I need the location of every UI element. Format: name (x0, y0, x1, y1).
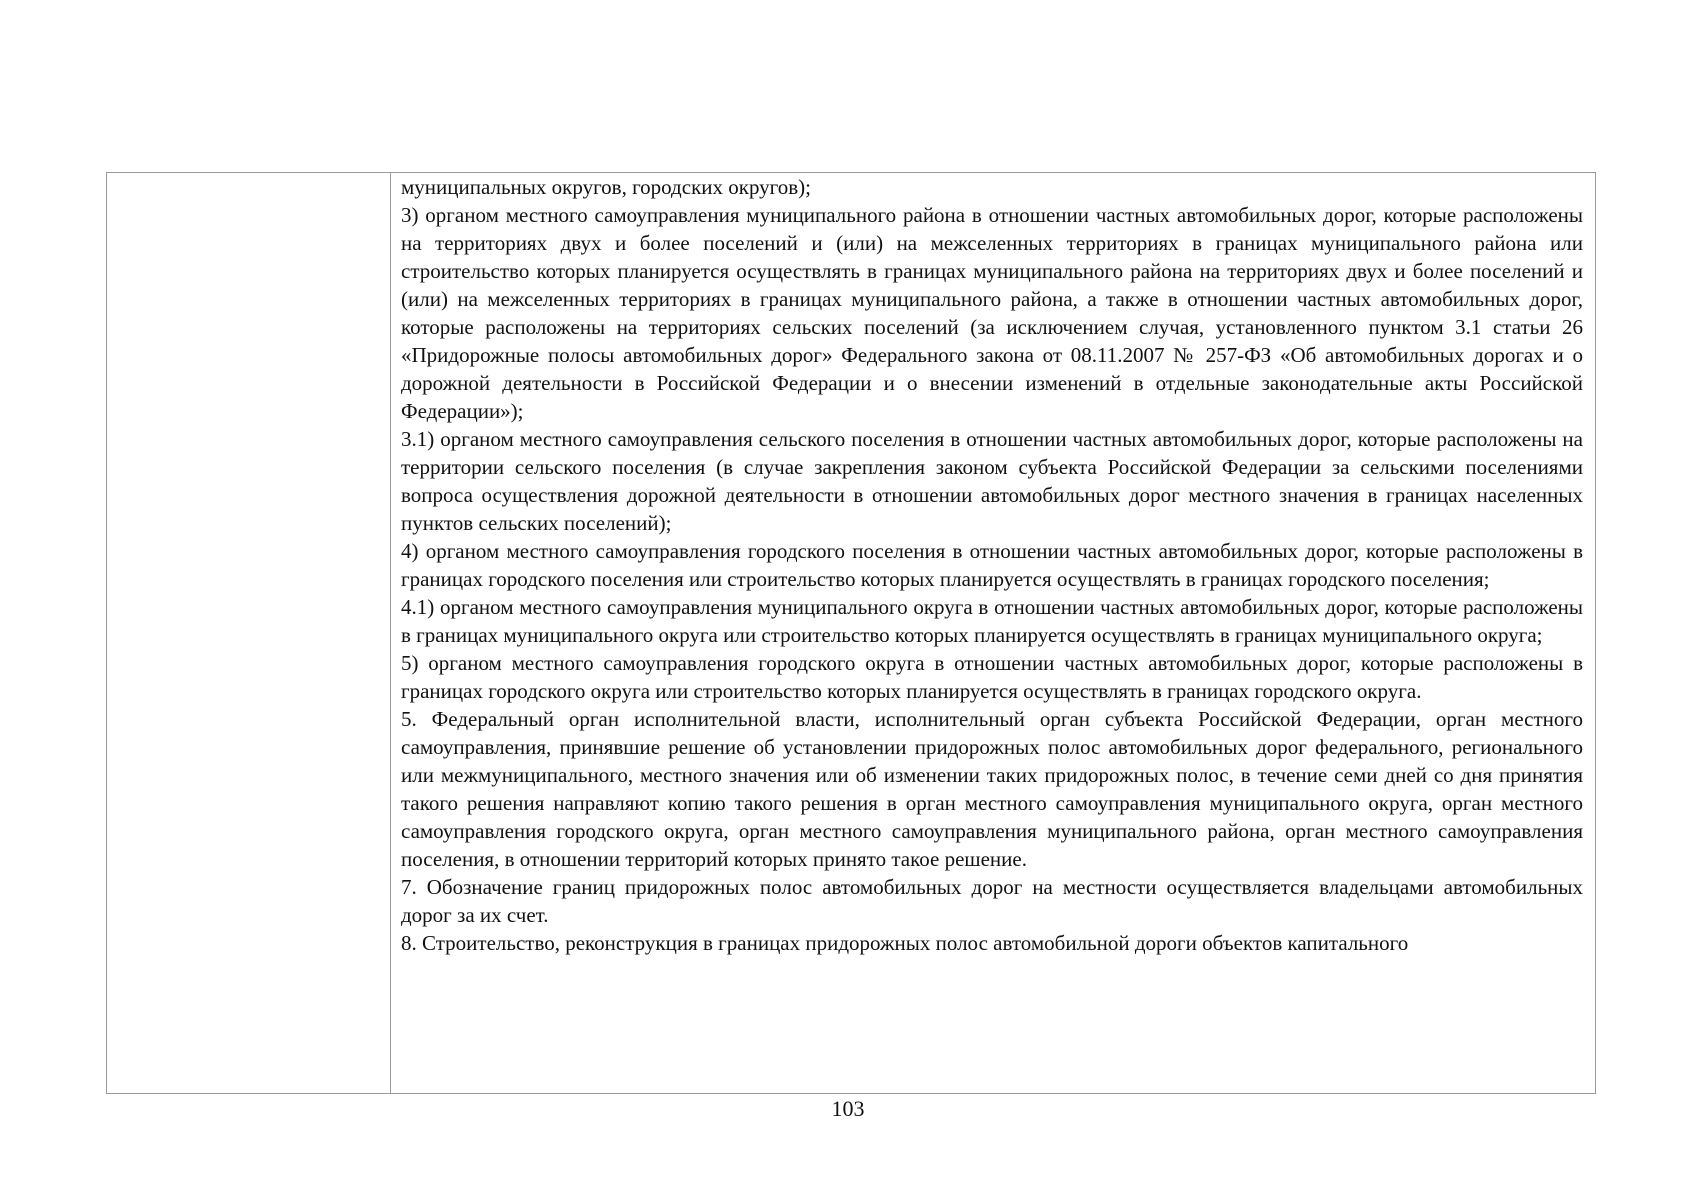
paragraph: 7. Обозначение границ придорожных полос автомобильных дорог на местности осуществляется владельцами автомобильных дорог за их счет. (401, 875, 1583, 927)
document-table (106, 172, 1596, 1094)
paragraph: 3) органом местного самоуправления муниципального района в отношении частных автомобильных дорог, которые расположены на территориях двух и более поселений и (или) на межселенных территориях в границах муниципального района или строительство которых планируется осуществлять в границах муниципального района на территориях двух и более поселений и (или) на межселенных территориях в границах муниципального района, а также в отношении частных автомобильных дорог, которые расположены на территориях сельских поселений (за исключением случая, установленного пунктом 3.1 статьи 26 «Придорожные полосы автомобильных дорог» Федерального закона от 08.11.2007 № 257-ФЗ «Об автомобильных дорогах и о дорожной деятельности в Российской Федерации и о внесении изменений в отдельные законодательные акты Российской Федерации»); (401, 203, 1583, 423)
table-left-cell (107, 173, 391, 1093)
paragraph: 4.1) органом местного самоуправления муниципального округа в отношении частных автомобильных дорог, которые расположены в границах муниципального округа или строительство которых планируется осуществлять в границах муниципального округа; (401, 595, 1583, 647)
paragraph: муниципальных округов, городских округов); (401, 175, 812, 199)
page-number: 103 (831, 1096, 865, 1121)
paragraph: 5) органом местного самоуправления городского округа в отношении частных автомобильных дорог, которые расположены в границах городского округа или строительство которых планируется осуществлять в границах городского округа. (401, 651, 1583, 703)
table-right-cell (391, 173, 1595, 1093)
paragraph: 5. Федеральный орган исполнительной власти, исполнительный орган субъекта Российской Федерации, орган местного самоуправления, принявшие решение об установлении придорожных полос автомобильных дорог федерального, регионального или межмуниципального, местного значения или об изменении таких придорожных полос, в течение семи дней со дня принятия такого решения направляют копию такого решения в орган местного самоуправления муниципального округа, орган местного самоуправления городского округа, орган местного самоуправления муниципального района, орган местного самоуправления поселения, в отношении территорий которых принято такое решение. (401, 707, 1583, 871)
paragraph: 8. Строительство, реконструкция в границах придорожных полос автомобильной дороги объектов капитального (401, 931, 1409, 955)
paragraph: 3.1) органом местного самоуправления сельского поселения в отношении частных автомобильных дорог, которые расположены на территории сельского поселения (в случае закрепления законом субъекта Российской Федерации за сельскими поселениями вопроса осуществления дорожной деятельности в отношении автомобильных дорог местного значения в границах населенных пунктов сельских поселений); (401, 427, 1583, 535)
paragraph: 4) органом местного самоуправления городского поселения в отношении частных автомобильных дорог, которые расположены в границах городского поселения или строительство которых планируется осуществлять в границах городского поселения; (401, 539, 1583, 591)
